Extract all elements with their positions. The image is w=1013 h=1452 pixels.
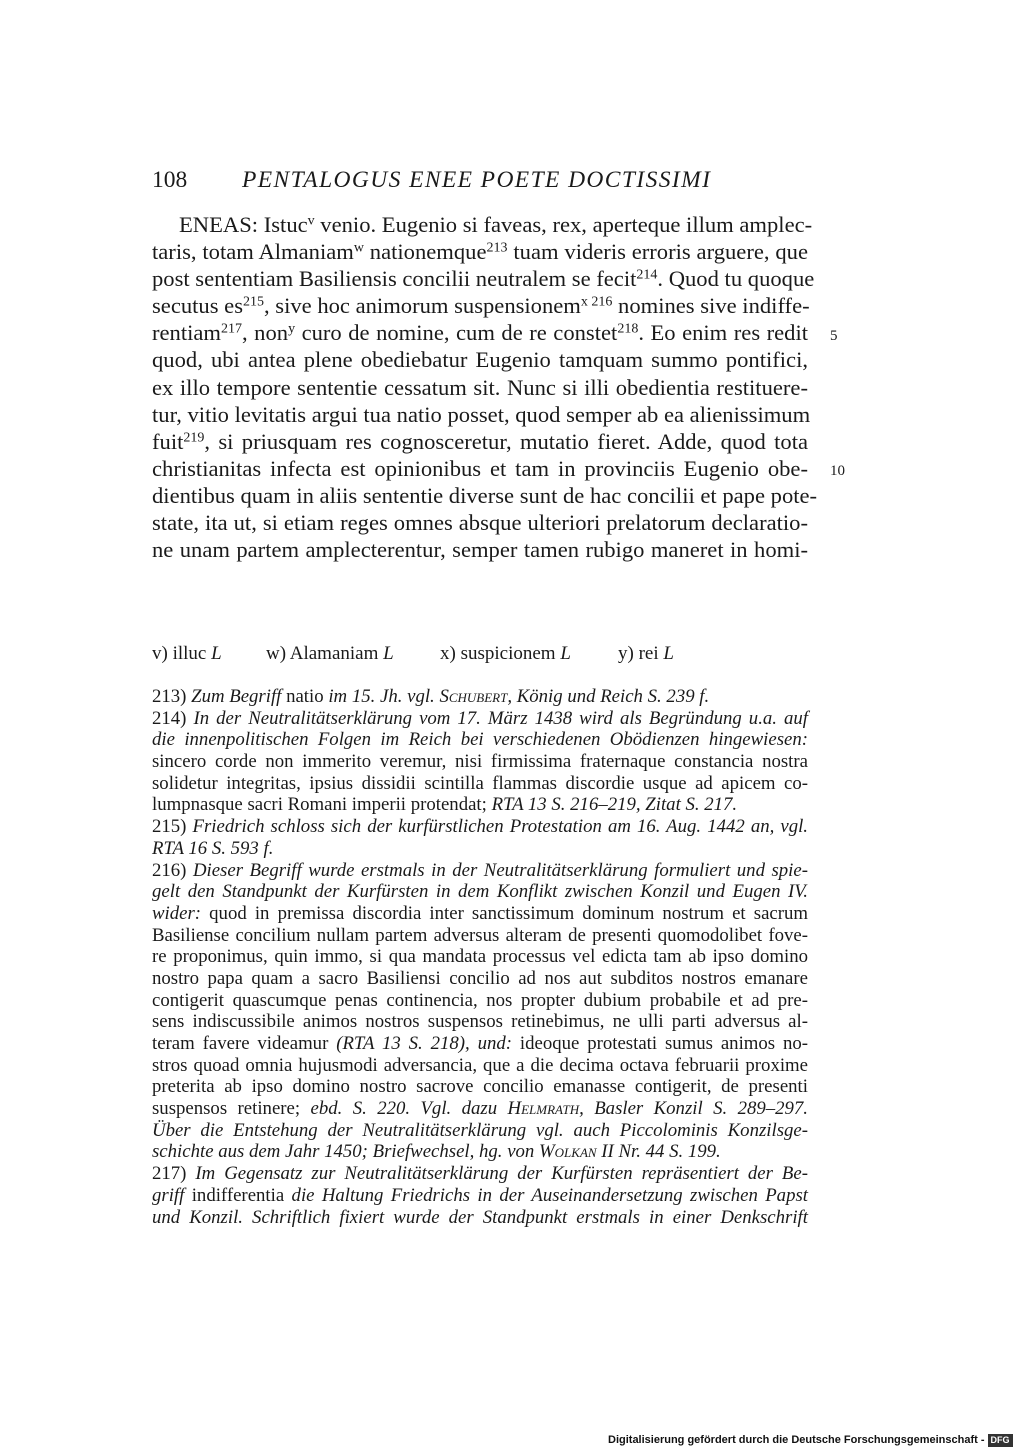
apparatus-entry-w: w) Alamaniam L	[266, 643, 394, 664]
text-line: post sententiam Basiliensis concilii neutralem se fecit$^{214}$. Quod tu quoque	[152, 266, 815, 292]
dfg-credit	[608, 1433, 1013, 1447]
text-line: ne unam partem amplecterentur, semper tamen rubigo maneret in homi-	[152, 537, 808, 563]
text-line: state, ita ut, si etiam reges omnes absque ulteriori prelatorum declaratio-	[152, 510, 808, 536]
line-number-5: 5	[830, 328, 838, 344]
text-line: quod, ubi antea plene obediebatur Eugenio tamquam summo pontifici,	[152, 347, 808, 373]
apparatus-entry-y: y) rei L	[618, 643, 674, 664]
footnote-line: lumpnasque sacri Romani imperii protendat; RTA 13 S. 216–219, Zitat S. 217.	[152, 794, 738, 816]
text-line: christianitas infecta est opinionibus et tam in provinciis Eugenio obe-	[152, 455, 808, 481]
running-head	[152, 160, 812, 200]
line-number-10: 10	[830, 463, 845, 479]
footnote-214: 214) In der Neutralitätserklärung vom 17. März 1438 wird als Begründung u.a. auf	[152, 707, 809, 729]
footnote-217: 217) Im Gegensatz zur Neutralitätserklärung der Kurfürsten repräsentiert der Be-	[152, 1163, 808, 1185]
running-title: PENTALOGUS ENEE POETE DOCTISSIMI	[242, 167, 712, 193]
footnotes	[152, 686, 808, 1228]
footnote-line: RTA 16 S. 593 f.	[152, 837, 274, 859]
footnote-line: Basiliense concilium nullam partem adversus alteram de presenti quomodolibet fove-	[152, 924, 808, 946]
footnote-line: und Konzil. Schriftlich fixiert wurde der Standpunkt erstmals in einer Denkschrift	[152, 1206, 808, 1228]
footnote-line: schichte aus dem Jahr 1450; Briefwechsel, hg. von Wolkan II Nr. 44 S. 199.	[152, 1141, 721, 1163]
critical-apparatus	[152, 641, 808, 667]
footnote-216: 216) Dieser Begriff wurde erstmals in der Neutralitätserklärung formuliert und spie-	[152, 859, 808, 881]
footnote-line: stros quoad omnia hujusmodi adversancia, que a die decima octava februarii proxime	[152, 1054, 808, 1076]
footnote-line: gelt den Standpunkt der Kurfürsten in dem Konflikt zwischen Konzil und Eugen IV.	[152, 881, 808, 903]
footnote-line: re proponimus, quin immo, si qua mandata processus vel edicta tam ab ipso domino	[152, 946, 808, 968]
footnote-line: teram favere videamur (RTA 13 S. 218), und: ideoque protestati sumus animos no-	[152, 1033, 809, 1054]
text-line: taris, totam Almaniam$^w$ nationemque$^{213}$ tuam videris erroris arguere, que	[152, 239, 808, 265]
footnote-line: die innenpolitischen Folgen im Reich bei verschiedenen Obödienzen hingewiesen:	[152, 729, 808, 751]
footnote-line: contigerit quascumque penas continencia, nos propter dubium probabile et ad pre-	[152, 989, 808, 1011]
footnote-line: preterita ab ipso domino nostro sacrove concilio emanasse contigerit, de presenti	[152, 1076, 808, 1098]
dfg-credit-text: Digitalisierung gefördert durch die Deutsche Forschungsgemeinschaft -	[608, 1434, 985, 1446]
page-number: 108	[152, 167, 188, 193]
dfg-logo: DFG	[988, 1434, 1013, 1447]
footnote-line: sincero corde non immerito veremur, nisi firmissima fraternaque constancia nostra	[152, 751, 808, 773]
footnote-215: 215) Friedrich schloss sich der kurfürstlichen Protestation am 16. Aug. 1442 an, vgl.	[152, 816, 808, 838]
footnote-line: wider: quod in premissa discordia inter sanctissimum dominum nostrum et sacrum	[152, 902, 808, 924]
footnote-line: solidetur integritas, ipsius dissidii scintilla flammas discordie usque ad apicem co-	[152, 772, 808, 794]
text-line: rentiam$^{217}$, non$^y$ curo de nomine, cum de re constet$^{218}$. Eo enim res redit	[152, 320, 809, 346]
text-line: dientibus quam in aliis sententie diverse sunt de hac concilii et pape pote-	[152, 482, 818, 508]
footnote-line: suspensos retinere; ebd. S. 220. Vgl. dazu Helmrath, Basler Konzil S. 289–297.	[152, 1098, 808, 1120]
footnote-line: nostro papa quam a sacro Basiliensi concilio ad nos aut subditos nostros emanare	[152, 967, 808, 989]
text-line: fuit$^{219}$, si priusquam res cognosceretur, mutatio fieret. Adde, quod tota	[152, 428, 808, 454]
text-line: secutus $es^{215}$, sive hoc animorum suspensionem$^{x 216}$ nomines sive indiffe-	[152, 293, 810, 319]
text-line: ENEAS: Istuc$^v$ venio. Eugenio si faveas, rex, aperteque illum amplec-	[179, 212, 813, 237]
footnote-213: 213) Zum Begriff natio im 15. Jh. vgl. Schubert, König und Reich S. 239 f.	[152, 686, 710, 707]
main-text	[152, 211, 818, 563]
apparatus-entry-v: v) illuc L	[152, 643, 222, 664]
footnote-line: Über die Entstehung der Neutralitätserklärung vgl. auch Piccolominis Konzilsge-	[152, 1119, 808, 1141]
footnote-line: griff indifferentia die Haltung Friedrichs in der Auseinandersetzung zwischen Papst	[152, 1184, 808, 1206]
text-line: ex illo tempore sententie cessatum sit. Nunc si illi obedientia restituere-	[152, 374, 808, 400]
apparatus-entry-x: x) suspicionem L	[440, 643, 571, 664]
footnote-line: sens indiscussibile animos nostros suspensos retinebimus, ne ulli parti adversus al-	[152, 1011, 808, 1033]
text-line: tur, vitio levitatis argui tua natio posset, quod semper ab ea alienissimum	[152, 401, 811, 427]
